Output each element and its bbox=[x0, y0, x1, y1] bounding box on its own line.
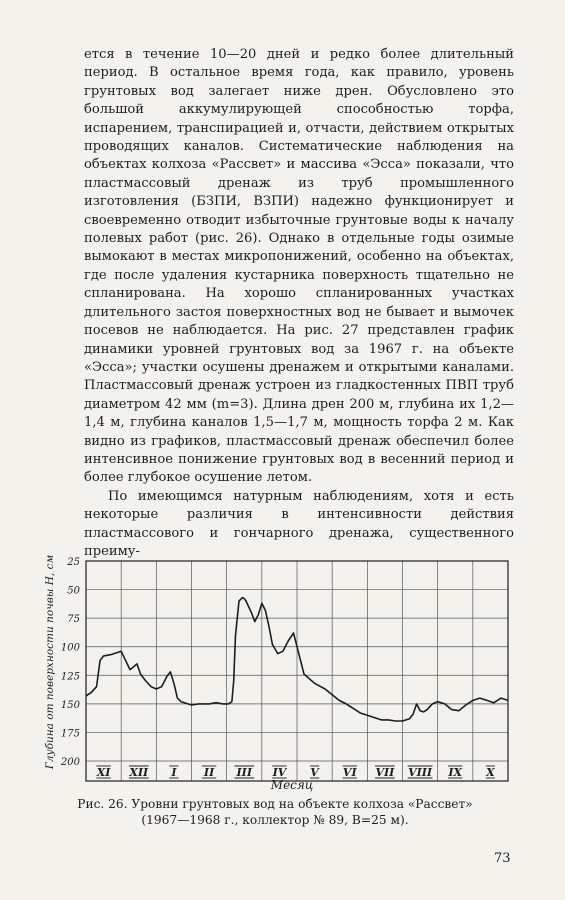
x-axis-label: Месяц bbox=[270, 778, 314, 792]
x-tick-label: X bbox=[486, 766, 495, 779]
x-tick-label: XI bbox=[96, 766, 111, 779]
body-text bbox=[84, 46, 514, 561]
y-tick-label: 150 bbox=[60, 699, 80, 711]
x-tick-label: VI bbox=[342, 766, 357, 779]
x-tick-label: VIII bbox=[408, 766, 433, 779]
y-axis-label: Глубина от поверхности почвы H, см bbox=[44, 554, 56, 770]
page-number: 73 bbox=[494, 851, 511, 866]
x-tick-label: IV bbox=[272, 766, 287, 779]
y-tick-label: 100 bbox=[60, 642, 80, 654]
y-tick-label: 200 bbox=[60, 757, 80, 768]
x-tick-label: IX bbox=[448, 766, 463, 779]
y-tick-label: 25 bbox=[67, 557, 80, 568]
x-tick-label: I bbox=[171, 766, 177, 779]
y-tick-label: 125 bbox=[60, 671, 80, 683]
paragraph-2: По имеющимся натурным наблюдениям, хотя и есть некоторые различия в интенсивности действия пластмассового и гончарного дренажа, существенного преиму- bbox=[84, 488, 514, 559]
chart-grid bbox=[86, 561, 508, 781]
figure-caption bbox=[40, 796, 510, 828]
x-tick-label: III bbox=[236, 766, 252, 779]
y-tick-label: 50 bbox=[67, 585, 80, 597]
x-tick-label: II bbox=[203, 766, 215, 779]
x-tick-label: XII bbox=[129, 766, 149, 779]
x-tick-label: V bbox=[310, 766, 319, 779]
groundwater-level-chart bbox=[40, 552, 520, 817]
y-tick-labels bbox=[60, 557, 81, 768]
x-tick-label: VII bbox=[375, 766, 395, 779]
paragraph-1: ется в течение 10—20 дней и редко более длительный период. В остальное время года, как правило, уровень грунтовых вод залегает ниже дрен. Обусловлено это большой аккумулирующей способностью торфа, испарением, транспирацией и, отчасти, действием открытых проводящих каналов. Систематические наблюдения на объектах колхоза «Рассвет» и массива «Эсса» показали, что пластмассовый дренаж из труб промышленного изготовления (БЗПИ, ВЗПИ) надежно функционирует и своевременно отводит избыточные грунтовые воды к началу полевых работ (рис. 26). Однако в отдельные годы озимые вымокают в местах микропонижений, особенно на объектах, где после удаления кустарника поверхность тщательно не спланирована. На хорошо спланированных участках длительного застоя поверхностных вод не бывает и вымочек посевов не наблюдается. На рис. 27 представлен график динамики уровней грунтовых вод за 1967 г. на объекте «Эсса»; участки осушены дренажем и открытыми каналами. Пластмассовый дренаж устроен из гладкостенных ПВП труб диаметром 42 мм (m=3). Длина дрен 200 м, глубина их 1,2—1,4 м, глубина каналов 1,5—1,7 м, мощность торфа 2 м. Как видно из графиков, пластмассовый дренаж обеспечил более интенсивное понижение грунтовых вод в весенний период и более глубокое осушение летом. bbox=[84, 47, 514, 486]
y-tick-label: 175 bbox=[60, 728, 80, 740]
caption-line-2: (1967—1968 г., коллектор № 89, B=25 м). bbox=[141, 813, 409, 827]
caption-line-1: Рис. 26. Уровни грунтовых вод на объекте колхоза «Рассвет» bbox=[77, 797, 473, 811]
y-tick-label: 75 bbox=[67, 614, 80, 626]
